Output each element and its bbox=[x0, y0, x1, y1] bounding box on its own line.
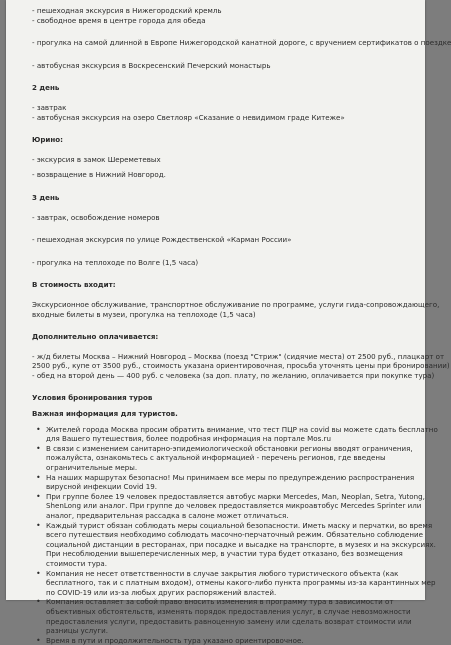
day3-heading: 3 день bbox=[32, 192, 60, 202]
booking-bullet-list bbox=[32, 424, 438, 645]
list-item: - экскурсия в замок Шереметевых bbox=[32, 154, 161, 164]
paragraph-line: - обед на второй день — 400 руб. с человека (за доп. плату, по желанию, оплачивается при покупке тура) bbox=[32, 370, 435, 380]
bullet-item: • На наших маршрутах безопасно! Мы принимаем все меры по предупреждению распространения вирусной инфекции Covid 19. bbox=[46, 473, 420, 492]
paragraph-line: Экскурсионное обслуживание, транспортное обслуживание по программе, услуги гида-сопровождающего, bbox=[32, 299, 440, 309]
paragraph-line: 2500 руб., купе от 3500 руб., стоимость указана ориентировочная, просьба уточнять цены при бронировании) bbox=[32, 361, 450, 371]
bullet-item: • При группе более 19 человек предоставляется автобус марки Mercedes, Man, Neoplan, Setra, Yutong, ShenLong или аналог. При группе до человек предоставляется микроавтобус Mercedes Sprinter или аналог, предварительная рассадка в салоне может отличаться. bbox=[46, 492, 420, 521]
yurino-heading: Юрино: bbox=[32, 135, 63, 145]
bullet-item: • Каждый турист обязан соблюдать меры социальной безопасности. Иметь маску и перчатки, во время всего путешествия необходимо соблюдать масочно-перчаточный режим. Обязательно соблюдение социальной дистанции в ресторанах, при посадке и высадке на транспорте, в музеях и на экскурсиях. При несоблюдении вышеперечисленных мер, в участии тура будет отказано, без возмещения стоимости тура. bbox=[46, 521, 420, 569]
list-item: - прогулка на теплоходе по Волге (1,5 часа) bbox=[32, 257, 199, 267]
extra-heading: Дополнительно оплачивается: bbox=[32, 332, 159, 342]
list-item: - автобусная экскурсия на озеро Светлояр «Сказание о невидимом граде Китеже» bbox=[32, 112, 345, 122]
document-content bbox=[32, 6, 451, 645]
bullet-item: • Время в пути и продолжительность тура указано ориентировочное. bbox=[46, 636, 420, 645]
list-item: - прогулка на самой длинной в Европе Нижегородской канатной дороге, с вручением сертификатов о поездке bbox=[32, 38, 451, 48]
bullet-item: • В связи с изменением санитарно-эпидемиологической обстановки регионы вводят ограничения, пожалуйста, ознакомьтесь с актуальной информацией - перечень регионов, где введены ограничительные меры. bbox=[46, 444, 420, 473]
paragraph-line: входные билеты в музеи, прогулка на теплоходе (1,5 часа) bbox=[32, 309, 256, 319]
bullet-item: • Жителей города Москва просим обратить внимание, что тест ПЦР на covid вы можете сдать бесплатно для Вашего путешествия, более подробная информация на портале Mos.ru bbox=[46, 425, 420, 444]
list-item: - пешеходная экскурсия в Нижегородский кремль bbox=[32, 6, 222, 15]
list-item: - свободное время в центре города для обеда bbox=[32, 15, 206, 25]
booking-subheading: Важная информация для туристов. bbox=[32, 409, 178, 419]
booking-heading: Условия бронирования туров bbox=[32, 393, 153, 403]
list-item: - пешеходная экскурсия по улице Рождественской «Карман России» bbox=[32, 235, 292, 245]
list-item: - возвращение в Нижний Новгород. bbox=[32, 170, 166, 180]
paragraph-line: - ж/д билеты Москва – Нижний Новгород – Москва (поезд "Стриж" (сидячие места) от 2500 руб., плацкарт от bbox=[32, 351, 445, 361]
document-page bbox=[6, 0, 451, 645]
bullet-item: • Компания оставляет за собой право вносить изменения в программу тура в зависимости от объективных обстоятельств, изменять порядок предоставления услуг, в случае невозможности предоставления услуги, предоставить равноценную замену или сделать возврат стоимости или разницы услуги. bbox=[46, 597, 420, 635]
list-item: - завтрак, освобождение номеров bbox=[32, 212, 160, 222]
list-item: - автобусная экскурсия в Воскресенский Печерский монастырь bbox=[32, 60, 271, 70]
list-item: - завтрак bbox=[32, 102, 67, 112]
day2-heading: 2 день bbox=[32, 83, 60, 93]
bullet-item: • Компания не несет ответственности в случае закрытия любого туристического объекта (как бесплатного, так и с платным входом), отмены какого-либо пункта программы из-за карантинных мер по COVID-19 или из-за любых других распоряжений властей. bbox=[46, 569, 420, 598]
included-heading: В стоимость входит: bbox=[32, 280, 116, 290]
